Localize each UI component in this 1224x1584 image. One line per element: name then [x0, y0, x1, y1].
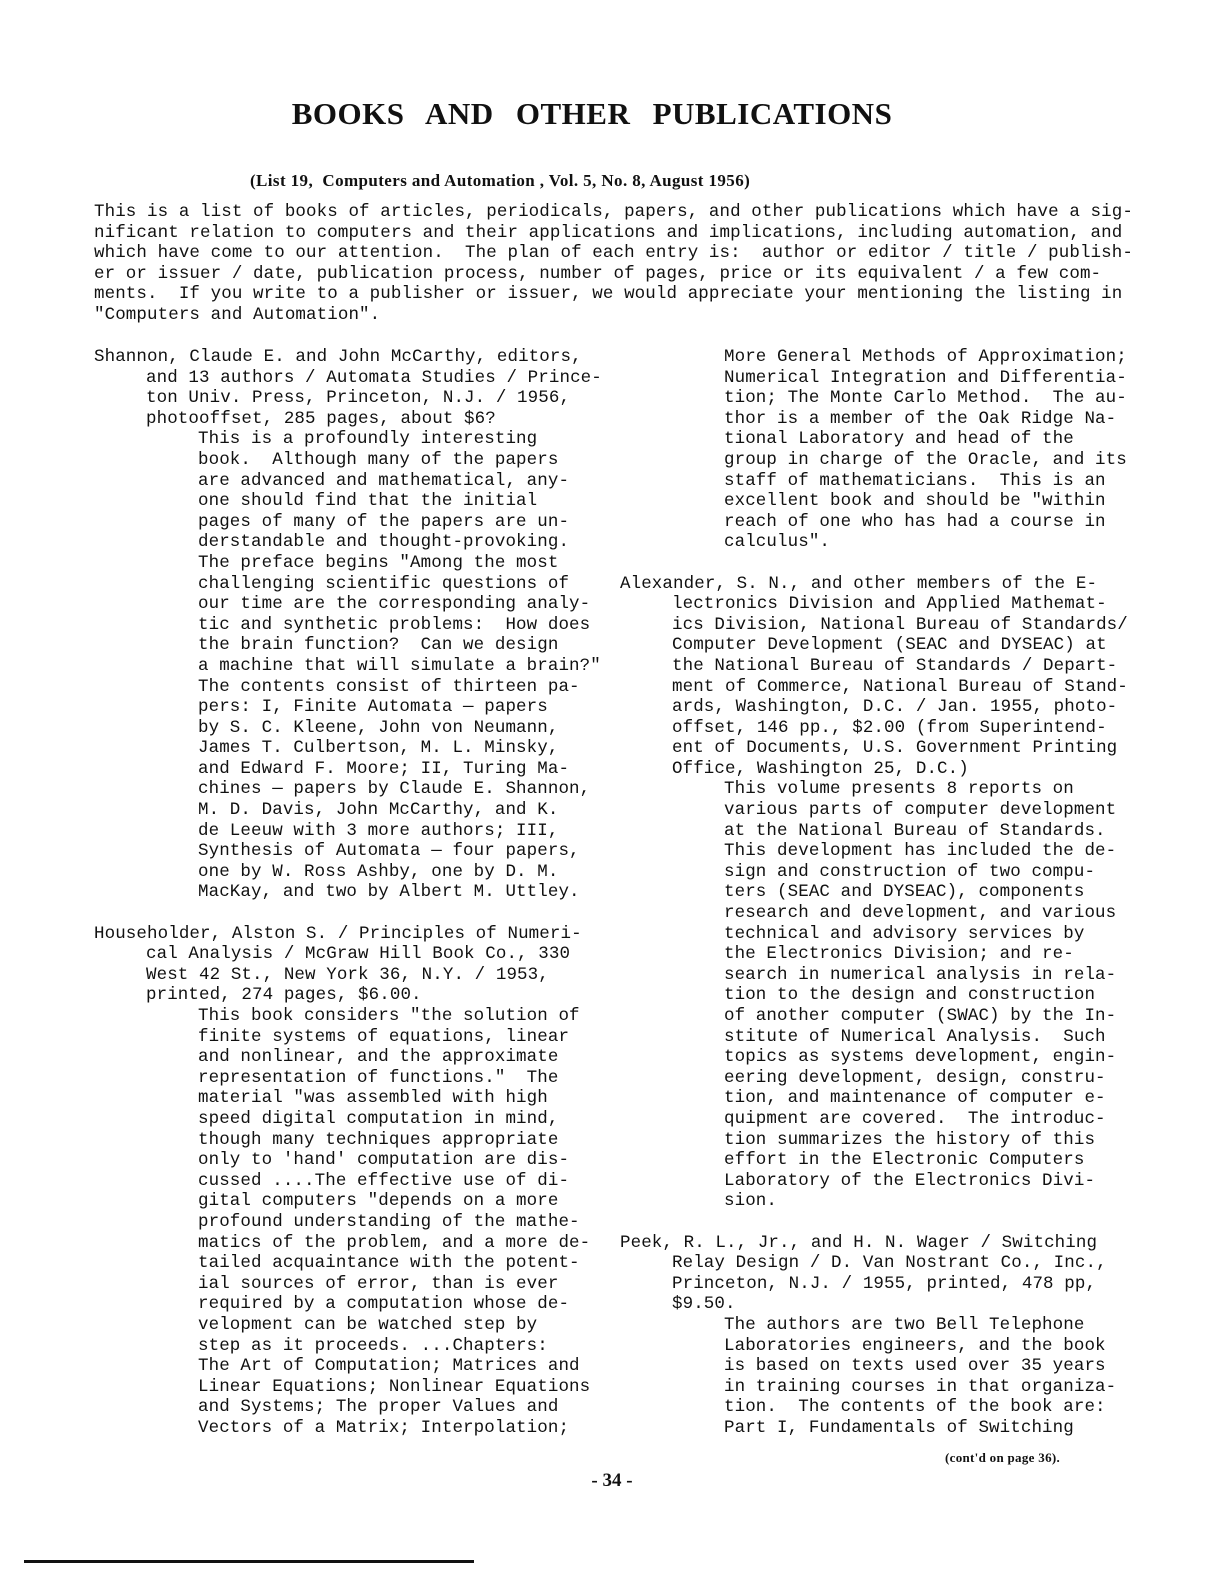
entry-citation-line: Computer Development (SEAC and DYSEAC) at — [672, 635, 1107, 656]
entry-comment-line: Part I, Fundamentals of Switching — [724, 1417, 1074, 1438]
entry-citation-line: Office, Washington 25, D.C.) — [672, 758, 969, 779]
entry-citation-line: photooffset, 285 pages, about $6? — [146, 408, 496, 429]
entry-comment-line: Vectors of a Matrix; Interpolation; — [198, 1417, 570, 1438]
entry-comment-line: The authors are two Bell Telephone — [724, 1314, 1085, 1335]
entry-comment-line: in training courses in that organiza- — [724, 1376, 1117, 1397]
entry-citation-line: Shannon, Claude E. and John McCarthy, editors, — [94, 347, 582, 367]
entry-citation-line: lectronics Division and Applied Mathemat- — [672, 594, 1107, 615]
entry-comment-line: effort in the Electronic Computers — [724, 1150, 1085, 1171]
entry-comment-line: tailed acquaintance with the potent- — [198, 1253, 580, 1274]
entry-comment-line: Laboratories engineers, and the book — [724, 1335, 1106, 1356]
entry-comment-line: cussed ....The effective use of di- — [198, 1170, 570, 1191]
bibliography-entry — [94, 347, 614, 903]
entry-comment-line: M. D. Davis, John McCarthy, and K. — [198, 800, 559, 821]
entry-comment-line: derstandable and thought-provoking. — [198, 532, 570, 553]
bibliography-entry — [620, 574, 1140, 1212]
entry-comment-line: ters (SEAC and DYSEAC), components — [724, 882, 1085, 903]
entry-comment-line: profound understanding of the mathe- — [198, 1211, 580, 1232]
entry-comment-line: though many techniques appropriate — [198, 1129, 559, 1150]
entry-comment-line: tic and synthetic problems: How does — [198, 614, 591, 635]
left-column — [94, 347, 614, 1459]
entry-comment-line: a machine that will simulate a brain?" — [198, 655, 601, 676]
intro-line: ments. If you write to a publisher or issuer, we would appreciate your mentioning the listing in — [94, 284, 1123, 305]
entry-comment-line: and Systems; The proper Values and — [198, 1397, 559, 1418]
entry-comment-line: calculus". — [724, 532, 831, 553]
entry-comment-line: stitute of Numerical Analysis. Such — [724, 1026, 1106, 1047]
entry-comment-line: This volume presents 8 reports on — [724, 779, 1074, 800]
page-number: - 34 - — [591, 1470, 633, 1491]
continued-comment — [620, 347, 1140, 553]
entry-comment-line: tion to the design and construction — [724, 985, 1096, 1006]
entry-comment-line: excellent book and should be "within — [724, 491, 1106, 512]
intro-line: which have come to our attention. The plan of each entry is: author or editor / title / publish- — [94, 243, 1133, 264]
entry-citation-line: $9.50. — [672, 1294, 736, 1315]
entry-comment-line: are advanced and mathematical, any- — [198, 470, 570, 491]
entry-citation-line: Householder, Alston S. / Principles of Numeri- — [94, 923, 582, 944]
entry-comment-line: chines — papers by Claude E. Shannon, — [198, 779, 591, 800]
entry-comment-line: various parts of computer development — [724, 800, 1117, 821]
intro-line: er or issuer / date, publication process, number of pages, price or its equivalent / a few com- — [94, 263, 1102, 284]
entry-comment-line: only to 'hand' computation are dis- — [198, 1150, 570, 1171]
entry-comment-line: sion. — [724, 1191, 778, 1212]
intro-line: This is a list of books of articles, periodicals, papers, and other publications which have a sig- — [94, 202, 1133, 222]
entry-comment-line: at the National Bureau of Standards. — [724, 820, 1106, 841]
page-title: BOOKS AND OTHER PUBLICATIONS — [291, 96, 893, 131]
entry-comment-line: representation of functions." The — [198, 1067, 559, 1088]
entry-comment-line: topics as systems development, engin- — [724, 1047, 1117, 1068]
entry-citation-line: offset, 146 pp., $2.00 (from Superintend- — [672, 717, 1107, 738]
entry-comment-line: book. Although many of the papers — [198, 449, 559, 470]
continued-note: (cont'd on page 36). — [945, 1450, 1061, 1465]
entry-comment-line: by S. C. Kleene, John von Neumann, — [198, 717, 559, 738]
entry-comment-line: and nonlinear, and the approximate — [198, 1047, 559, 1068]
entry-comment-line: material "was assembled with high — [198, 1088, 548, 1109]
entry-comment-line: This book considers "the solution of — [198, 1006, 580, 1026]
entry-comment-line: is based on texts used over 35 years — [724, 1356, 1106, 1377]
entry-citation-line: ics Division, National Bureau of Standards/ — [672, 614, 1128, 635]
entry-comment-line: speed digital computation in mind, — [198, 1108, 559, 1129]
entry-comment-line: gital computers "depends on a more — [198, 1191, 559, 1212]
entry-comment-line: the Electronics Division; and re- — [724, 944, 1074, 965]
entry-comment-line: More General Methods of Approximation; — [724, 347, 1127, 367]
entry-citation-line: ent of Documents, U.S. Government Printing — [672, 738, 1118, 759]
entry-comment-line: Linear Equations; Nonlinear Equations — [198, 1376, 591, 1397]
entry-comment-line: tion summarizes the history of this — [724, 1129, 1096, 1150]
entry-comment-line: sign and construction of two compu- — [724, 861, 1096, 882]
entry-comment-line: required by a computation whose de- — [198, 1294, 570, 1315]
bottom-rule — [24, 1560, 474, 1563]
entry-comment-line: The Art of Computation; Matrices and — [198, 1356, 580, 1377]
entry-comment-line: our time are the corresponding analy- — [198, 594, 591, 615]
entry-comment-line: Synthesis of Automata — four papers, — [198, 841, 580, 862]
entry-comment-line: one by W. Ross Ashby, one by D. M. — [198, 861, 559, 882]
entry-comment-line: This development has included the de- — [724, 841, 1117, 862]
intro-line: nificant relation to computers and their applications and implications, including automation, and — [94, 222, 1123, 243]
entry-comment-line: ial sources of error, than is ever — [198, 1273, 559, 1294]
entry-citation-line: Alexander, S. N., and other members of the E- — [620, 573, 1098, 594]
entry-citation-line: printed, 274 pages, $6.00. — [146, 985, 422, 1006]
entry-comment-line: finite systems of equations, linear — [198, 1026, 570, 1047]
entry-comment-line: pages of many of the papers are un- — [198, 511, 570, 532]
list-issue-line: (List 19, Computers and Automation , Vol. 5, No. 8, August 1956) — [250, 171, 751, 190]
entry-comment-line: technical and advisory services by — [724, 923, 1085, 944]
entry-comment-line: tion. The contents of the book are: — [724, 1397, 1106, 1418]
entry-comment-line: challenging scientific questions of — [198, 573, 570, 594]
entry-comment-line: thor is a member of the Oak Ridge Na- — [724, 408, 1117, 429]
entry-citation-line: ards, Washington, D.C. / Jan. 1955, photo- — [672, 697, 1118, 718]
entry-citation-line: Peek, R. L., Jr., and H. N. Wager / Switching — [620, 1232, 1098, 1253]
entry-comment-line: pers: I, Finite Automata — papers — [198, 697, 548, 718]
entry-citation-line: Princeton, N.J. / 1955, printed, 478 pp, — [672, 1273, 1097, 1294]
entry-comment-line: reach of one who has had a course in — [724, 511, 1106, 532]
entry-comment-line: tion, and maintenance of computer e- — [724, 1088, 1106, 1109]
entry-comment-line: de Leeuw with 3 more authors; III, — [198, 820, 559, 841]
entry-comment-line: tion; The Monte Carlo Method. The au- — [724, 388, 1127, 409]
entry-comment-line: eering development, design, constru- — [724, 1067, 1106, 1088]
entry-comment-line: quipment are covered. The introduc- — [724, 1108, 1106, 1129]
entry-citation-line: cal Analysis / McGraw Hill Book Co., 330 — [146, 944, 571, 965]
entry-citation-line: and 13 authors / Automata Studies / Prince- — [146, 367, 602, 388]
entry-citation-line: ton Univ. Press, Princeton, N.J. / 1956, — [146, 388, 571, 409]
entry-citation-line: Relay Design / D. Van Nostrant Co., Inc., — [672, 1253, 1107, 1274]
entry-comment-line: Numerical Integration and Differentia- — [724, 367, 1127, 388]
entry-comment-line: and Edward F. Moore; II, Turing Ma- — [198, 758, 570, 779]
entry-comment-line: tional Laboratory and head of the — [724, 429, 1074, 450]
entry-comment-line: velopment can be watched step by — [198, 1314, 538, 1335]
entry-comment-line: MacKay, and two by Albert M. Uttley. — [198, 882, 580, 903]
entry-comment-line: one should find that the initial — [198, 491, 538, 512]
entry-comment-line: group in charge of the Oracle, and its — [724, 449, 1127, 470]
entry-comment-line: matics of the problem, and a more de- — [198, 1232, 591, 1253]
entry-comment-line: step as it proceeds. ...Chapters: — [198, 1335, 548, 1356]
entry-comment-line: staff of mathematicians. This is an — [724, 470, 1106, 491]
entry-citation-line: West 42 St., New York 36, N.Y. / 1953, — [146, 964, 549, 985]
entry-comment-line: search in numerical analysis in rela- — [724, 964, 1117, 985]
right-column — [620, 347, 1140, 1459]
intro-paragraph — [94, 202, 1134, 326]
entry-comment-line: The preface begins "Among the most — [198, 552, 559, 573]
entry-comment-line: research and development, and various — [724, 903, 1117, 924]
bibliography-entry — [94, 924, 614, 1439]
entry-citation-line: ment of Commerce, National Bureau of Stand- — [672, 676, 1128, 697]
intro-line: "Computers and Automation". — [94, 304, 381, 325]
entry-comment-line: the brain function? Can we design — [198, 635, 559, 656]
entry-comment-line: This is a profoundly interesting — [198, 429, 538, 450]
entry-comment-line: The contents consist of thirteen pa- — [198, 676, 580, 697]
bibliography-entry — [620, 1233, 1140, 1439]
entry-comment-line: James T. Culbertson, M. L. Minsky, — [198, 738, 559, 759]
entry-comment-line: Laboratory of the Electronics Divi- — [724, 1170, 1096, 1191]
entry-comment-line: of another computer (SWAC) by the In- — [724, 1006, 1117, 1026]
entry-citation-line: the National Bureau of Standards / Depart- — [672, 655, 1118, 676]
